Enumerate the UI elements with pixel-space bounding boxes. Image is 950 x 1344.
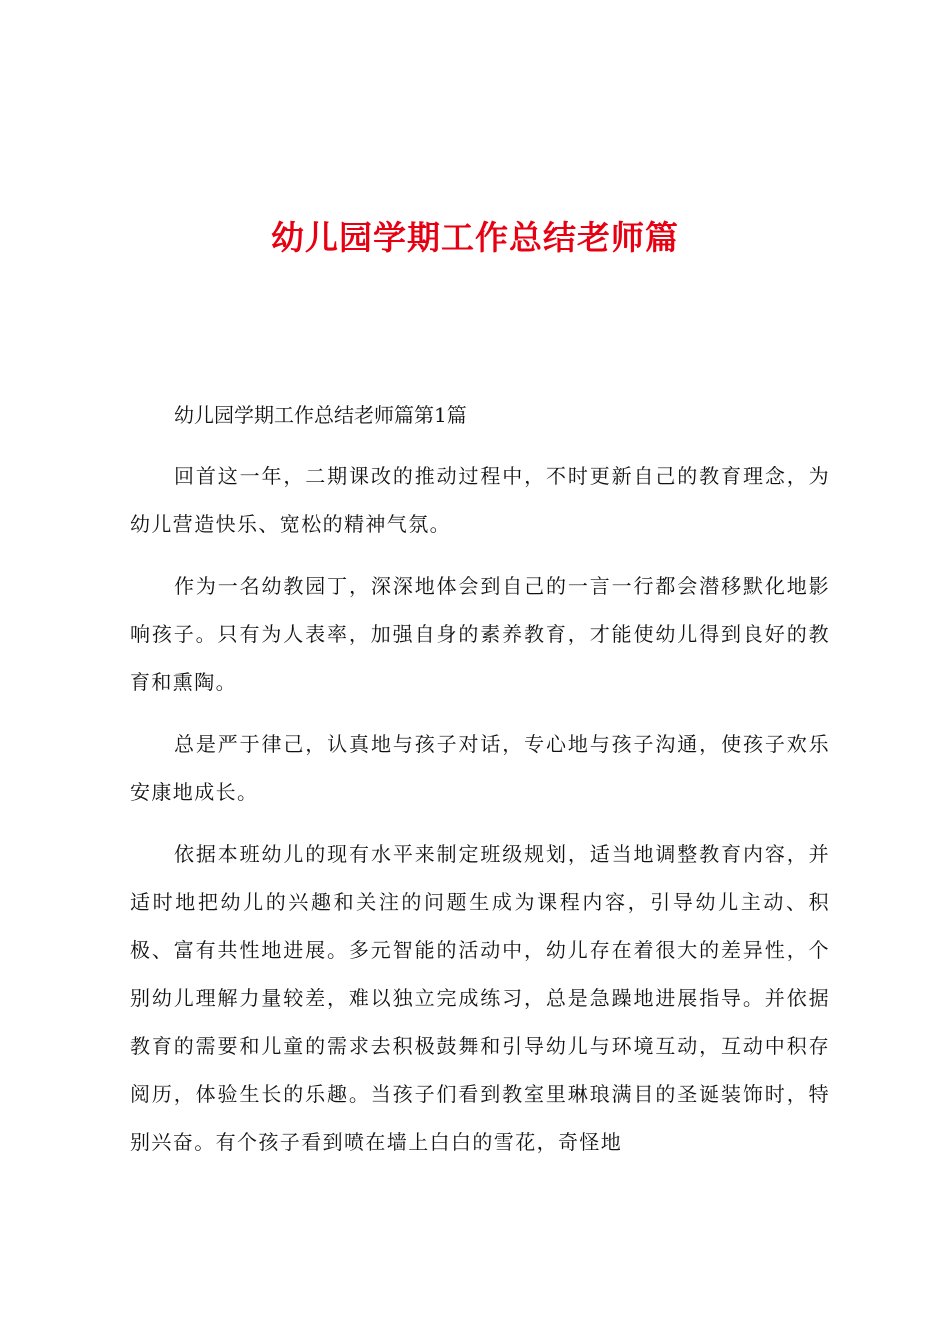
section-subtitle: 幼儿园学期工作总结老师篇第1篇 [174,403,467,427]
paragraph-1: 回首这一年，二期课改的推动过程中，不时更新自己的教育理念，为幼儿营造快乐、宽松的精神气氛。 [130,464,830,536]
paragraph-2: 作为一名幼教园丁，深深地体会到自己的一言一行都会潜移默化地影响孩子。只有为人表率，加强自身的素养教育，才能使幼儿得到良好的教育和熏陶。 [130,574,830,694]
document-body [130,392,830,1180]
paragraph-3: 总是严于律己，认真地与孩子对话，专心地与孩子沟通，使孩子欢乐安康地成长。 [130,732,830,804]
paragraph-4: 依据本班幼儿的现有水平来制定班级规划，适当地调整教育内容，并适时地把幼儿的兴趣和关注的问题生成为课程内容，引导幼儿主动、积极、富有共性地进展。多元智能的活动中，幼儿存在着很大的差异性，个别幼儿理解力量较差，难以独立完成练习，总是急躁地进展指导。并依据教育的需要和儿童的需求去积极鼓舞和引导幼儿与环境互动，互动中积存阅历，体验生长的乐趣。当孩子们看到教室里琳琅满目的圣诞装饰时，特别兴奋。有个孩子看到喷在墙上白白的雪花，奇怪地 [130,842,830,1154]
document-title: 幼儿园学期工作总结老师篇 [271,218,679,257]
